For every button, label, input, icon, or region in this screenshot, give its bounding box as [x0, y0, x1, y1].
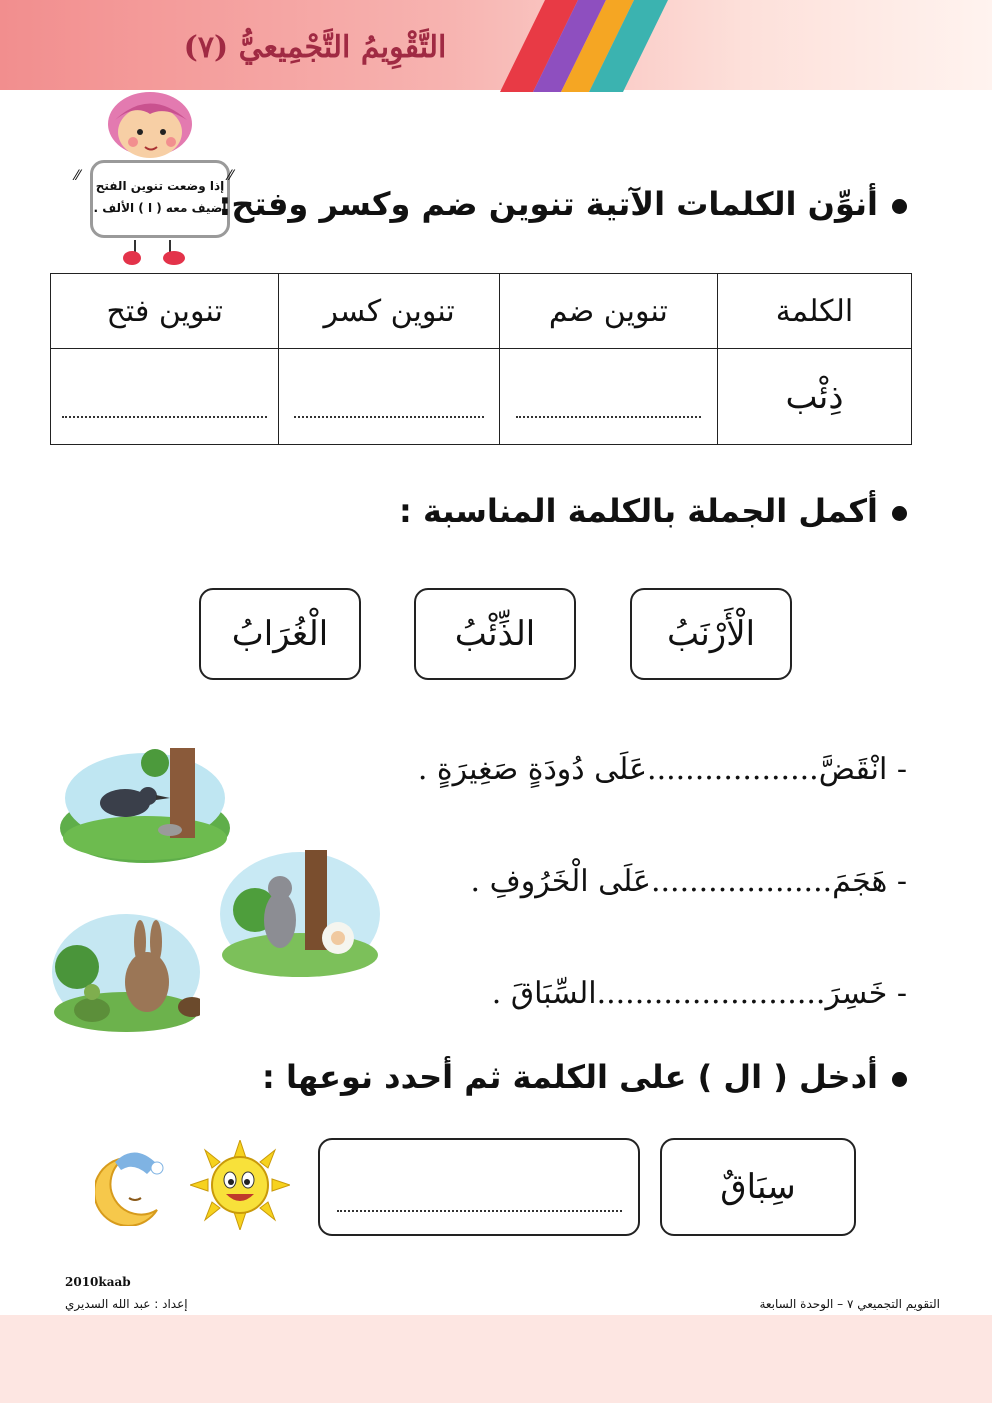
header-kasra: تنوين كسر	[279, 274, 499, 349]
fatha-answer-cell[interactable]	[51, 349, 279, 445]
tip-line-1: إذا وضعت تنوين الفتح	[95, 179, 225, 193]
header-band	[0, 0, 992, 90]
wolf-sheep-illustration	[220, 850, 380, 978]
source-word-box: سِبَاقٌ	[660, 1138, 856, 1236]
header-damma: تنوين ضم	[499, 274, 717, 349]
footer-code: 2010kaab	[65, 1275, 131, 1289]
word-choice-rabbit[interactable]: الْأَرْنَبُ	[630, 588, 792, 680]
footer-band	[0, 1315, 992, 1403]
sentence-1: - انْقَضَّ..................عَلَى دُودَةٍ صَغِيرَةٍ .	[417, 752, 907, 787]
rabbit-turtle-illustration	[52, 912, 200, 1032]
instruction-2: أكمل الجملة بالكلمة المناسبة :	[399, 492, 907, 530]
sentence-3-blank[interactable]: ........................	[596, 976, 826, 1011]
girl-feet	[120, 240, 190, 268]
table-row	[51, 349, 912, 445]
word-choice-crow[interactable]: الْغُرَابُ	[199, 588, 361, 680]
instruction-3: أدخل ( ال ) على الكلمة ثم أحدد نوعها :	[262, 1058, 907, 1096]
accent-marks-left: ⁄⁄	[75, 168, 80, 184]
footer-author: إعداد : عبد الله السديري	[65, 1297, 188, 1311]
answer-box[interactable]	[318, 1138, 640, 1236]
instruction-1: أنوِّن الكلمات الآتية تنوين ضم وكسر وفتح:	[219, 185, 907, 223]
girl-illustration	[95, 92, 205, 162]
sentence-1-blank[interactable]: ..................	[647, 752, 819, 787]
word-cell: ذِئْب	[717, 349, 911, 445]
accent-marks-right: ⁄⁄	[228, 168, 233, 184]
header-word: الكلمة	[717, 274, 911, 349]
moon-icon	[95, 1148, 167, 1226]
sun-icon	[190, 1140, 290, 1230]
tip-callout	[90, 160, 230, 238]
tanween-table	[50, 273, 912, 445]
sentence-2: - هَجَمَ...................عَلَى الْخَرُوفِ .	[470, 864, 907, 899]
header-fatha: تنوين فتح	[51, 274, 279, 349]
color-stripes	[500, 0, 700, 92]
tip-line-2: أضيف معه ( ا ) الألف .	[93, 201, 227, 215]
table-header-row	[51, 274, 912, 349]
kasra-answer-cell[interactable]	[279, 349, 499, 445]
sentence-2-blank[interactable]: ...................	[650, 864, 833, 899]
page-title: التَّقْوِيمُ التَّجْمِيعيُّ (٧)	[183, 30, 447, 65]
damma-answer-cell[interactable]	[499, 349, 717, 445]
bullet-dot	[892, 506, 907, 521]
sentence-3: - خَسِرَ........................السِّبَاقَ .	[491, 976, 907, 1011]
word-choice-wolf[interactable]: الذِّئْبُ	[414, 588, 576, 680]
bullet-dot	[892, 199, 907, 214]
footer-unit: التقويم التجميعي ٧ – الوحدة السابعة	[759, 1297, 940, 1311]
bullet-dot	[892, 1072, 907, 1087]
crow-illustration	[60, 748, 230, 863]
